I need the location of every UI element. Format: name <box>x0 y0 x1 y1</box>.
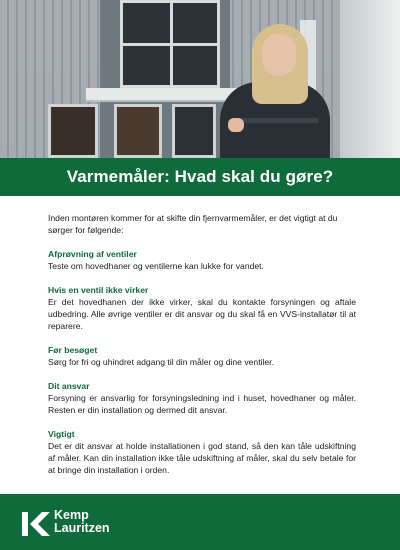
section-dit-ansvar <box>48 380 356 416</box>
kl-logo-icon <box>22 512 50 536</box>
section-heading: Vigtigt <box>48 429 75 439</box>
logo-line-2: Lauritzen <box>54 521 110 535</box>
section-heading: Dit ansvar <box>48 381 90 391</box>
building-door <box>48 104 98 158</box>
section-body: Teste om hovedhaner og ventilerne kan lukke for vandet. <box>48 261 264 271</box>
section-foer-besoeget <box>48 344 356 368</box>
section-heading: Hvis en ventil ikke virker <box>48 285 149 295</box>
section-body: Forsyning er ansvarlig for forsyningsledning ind i huset, hovedhaner og måler. Resten er din installation og dermed dit ansvar. <box>48 393 356 415</box>
section-vigtigt <box>48 428 356 476</box>
header-photo <box>0 0 400 158</box>
main-content <box>48 212 356 488</box>
background-light <box>340 0 400 158</box>
section-heading: Afprøvning af ventiler <box>48 249 137 259</box>
logo-line-1: Kemp <box>54 508 89 522</box>
section-body: Er det hovedhanen der ikke virker, skal du kontakte forsyningen og aftale udbedring. Alle øvrige ventiler er dit ansvar og du skal få en VVS-installatør til at reparere. <box>48 297 356 331</box>
intro-text: Inden montøren kommer for at skifte din fjernvarmemåler, er det vigtigt at du sørger for følgende: <box>48 213 338 235</box>
company-logo-text <box>54 509 110 535</box>
entrance-canopy <box>86 88 246 102</box>
section-ventil-virker-ikke <box>48 284 356 332</box>
section-body: Sørg for fri og uhindret adgang til din måler og dine ventiler. <box>48 357 274 367</box>
building-door <box>114 104 162 158</box>
person-hand <box>228 118 244 132</box>
section-heading: Før besøget <box>48 345 98 355</box>
section-afproevning <box>48 248 356 272</box>
building-door <box>172 104 216 158</box>
person-face <box>262 34 296 76</box>
jacket-detail <box>232 118 318 123</box>
section-body: Det er dit ansvar at holde installationen i god stand, så den kan tåle udskiftning af måler. Kan din installation ikke tåle udskiftning af måler, skal du selv betale for at bringe din installation i orden. <box>48 441 356 475</box>
title-band <box>0 158 400 196</box>
building-window <box>120 0 220 88</box>
page-title: Varmemåler: Hvad skal du gøre? <box>66 167 334 186</box>
